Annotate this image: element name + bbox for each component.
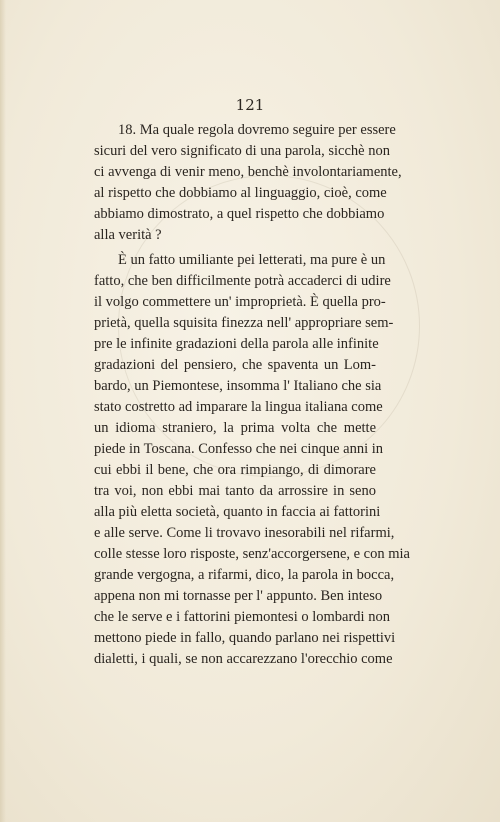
- text-line: stato costretto ad imparare la lingua italiana come: [94, 399, 383, 415]
- text-line: sicuri del vero significato di una parola, sicchè non: [94, 143, 390, 159]
- text-line: appena non mi tornasse per l' appunto. Ben inteso: [94, 588, 383, 604]
- text-line: che le serve e i fattorini piemontesi o lombardi non: [94, 609, 390, 625]
- text-line: dialetti, i quali, se non accarezzano l'orecchio come: [94, 651, 393, 667]
- paragraph: [94, 120, 402, 246]
- paragraph: [94, 250, 410, 670]
- text-line: fatto, che ben difficilmente potrà accaderci di udire: [94, 273, 391, 289]
- text-line: alla verità ?: [94, 227, 162, 243]
- body-text: [94, 120, 410, 670]
- text-line: ci avvenga di venir meno, benchè involontariamente,: [94, 164, 402, 180]
- page-edge-shadow: [0, 0, 6, 822]
- text-line: grande vergogna, a rifarmi, dico, la parola in bocca,: [94, 567, 395, 583]
- text-line: bardo, un Piemontese, insomma l' Italiano che sia: [94, 378, 382, 394]
- text-line: mettono piede in fallo, quando parlano nei rispettivi: [94, 630, 396, 646]
- text-line: abbiamo dimostrato, a quel rispetto che dobbiamo: [94, 206, 385, 222]
- page-number: 121: [235, 96, 265, 114]
- text-line: colle stesse loro risposte, senz'accorgersene, e con mia: [94, 546, 410, 562]
- text-line: 18. Ma quale regola dovremo seguire per essere: [118, 122, 396, 138]
- text-line: il volgo commettere un' improprietà. È quella pro-: [94, 294, 386, 310]
- text-line: un idioma straniero, la prima volta che mette: [94, 420, 376, 436]
- text-line: cui ebbi il bene, che ora rimpiango, di dimorare: [94, 462, 376, 478]
- text-line: piede in Toscana. Confesso che nei cinque anni in: [94, 441, 384, 457]
- text-line: prietà, quella squisita finezza nell' appropriare sem-: [94, 315, 394, 331]
- text-line: gradazioni del pensiero, che spaventa un Lom-: [94, 357, 376, 373]
- text-line: pre le infinite gradazioni della parola alle infinite: [94, 336, 379, 352]
- text-line: al rispetto che dobbiamo al linguaggio, cioè, come: [94, 185, 387, 201]
- text-line: tra voi, non ebbi mai tanto da arrossire in seno: [94, 483, 376, 499]
- text-line: e alle serve. Come li trovavo inesorabili nel rifarmi,: [94, 525, 395, 541]
- text-line: alla più eletta società, quanto in faccia ai fattorini: [94, 504, 381, 520]
- text-line: È un fatto umiliante pei letterati, ma pure è un: [118, 252, 386, 268]
